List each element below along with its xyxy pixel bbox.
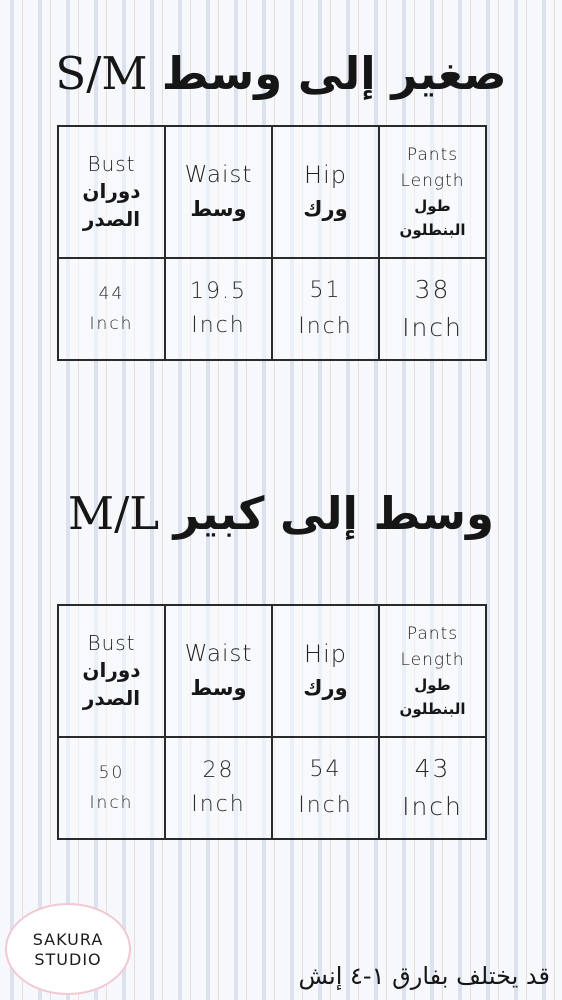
bust-header-en: Bust (87, 631, 136, 655)
size-ml-title (0, 486, 562, 542)
size-variance-note: قد يختلف بفارق ١-٤ إنش (298, 962, 550, 990)
table-header-row (58, 126, 486, 258)
hip-header-ar: ورك (303, 676, 348, 700)
size-ml-arabic-title: وسط إلى كبير (173, 487, 494, 540)
hip-unit: Inch (298, 793, 353, 818)
hip-value: 54 (309, 757, 342, 782)
bust-value: 44 (98, 284, 125, 304)
pants-length-header-en-2: Length (400, 650, 465, 670)
hip-header-en: Hip (304, 161, 347, 189)
pants-length-header-en-1: Pants (406, 624, 459, 644)
pants-length-value: 43 (414, 754, 451, 783)
size-sm-table (57, 125, 487, 361)
logo-line-2: STUDIO (34, 950, 102, 969)
bust-unit: Inch (89, 314, 134, 334)
bust-value-cell (58, 737, 165, 839)
bust-header-ar: دوران الصدر (82, 658, 141, 710)
waist-value-cell (165, 737, 272, 839)
hip-header (272, 605, 379, 737)
waist-header (165, 605, 272, 737)
logo-line-1: SAKURA (32, 930, 104, 949)
bust-unit: Inch (89, 793, 134, 813)
hip-value-cell (272, 737, 379, 839)
hip-unit: Inch (298, 314, 353, 339)
pants-length-unit: Inch (402, 792, 463, 821)
waist-unit: Inch (191, 792, 246, 817)
waist-header (165, 126, 272, 258)
hip-value-cell (272, 258, 379, 360)
pants-length-unit: Inch (402, 313, 463, 342)
pants-length-header-ar-1: طول (414, 676, 451, 694)
waist-unit: Inch (191, 313, 246, 338)
table-values-row (58, 737, 486, 839)
bust-header-ar: دوران الصدر (82, 179, 141, 231)
bust-value: 50 (98, 763, 125, 783)
pants-length-header-en-2: Length (400, 171, 465, 191)
bust-value-cell (58, 258, 165, 360)
size-sm-code: S/M (55, 47, 148, 100)
waist-header-ar: وسط (190, 197, 247, 221)
waist-value: 19.5 (190, 279, 247, 304)
hip-header (272, 126, 379, 258)
sakura-studio-logo (5, 903, 131, 995)
hip-header-ar: ورك (303, 197, 348, 221)
bust-header-en: Bust (87, 152, 136, 176)
waist-header-en: Waist (184, 162, 253, 188)
pants-length-header-ar-2: البنطلون (399, 221, 466, 239)
pants-length-header (379, 126, 486, 258)
hip-header-en: Hip (304, 640, 347, 668)
waist-header-en: Waist (184, 641, 253, 667)
waist-value-cell (165, 258, 272, 360)
bust-header (58, 605, 165, 737)
size-ml-table (57, 604, 487, 840)
size-ml-code: M/L (68, 487, 160, 540)
size-sm-title (0, 46, 562, 102)
table-values-row (58, 258, 486, 360)
bust-header (58, 126, 165, 258)
pants-length-value-cell (379, 737, 486, 839)
pants-length-header-en-1: Pants (406, 145, 459, 165)
table-header-row (58, 605, 486, 737)
hip-value: 51 (309, 278, 342, 303)
pants-length-value-cell (379, 258, 486, 360)
pants-length-header (379, 605, 486, 737)
pants-length-header-ar-2: البنطلون (399, 700, 466, 718)
pants-length-header-ar-1: طول (414, 197, 451, 215)
waist-value: 28 (202, 758, 235, 783)
size-sm-arabic-title: صغير إلى وسط (161, 47, 507, 100)
waist-header-ar: وسط (190, 676, 247, 700)
pants-length-value: 38 (414, 275, 451, 304)
